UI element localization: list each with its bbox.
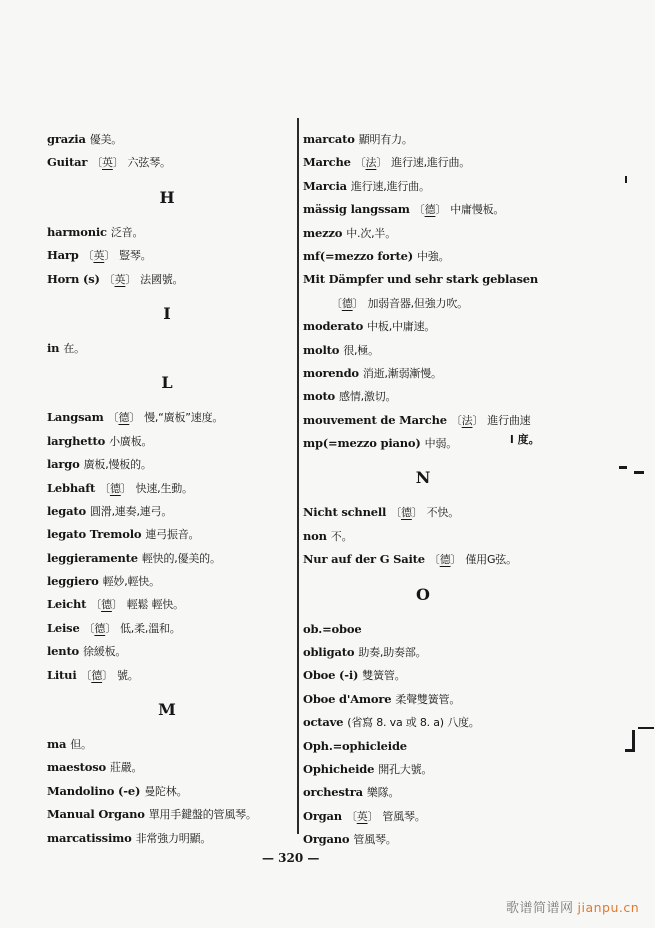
language-code: 德 — [101, 598, 112, 612]
entry-definition: 中強。 — [416, 249, 450, 263]
language-tag: 〔英〕 — [91, 156, 124, 170]
glossary-entry — [303, 409, 593, 432]
entry-term: ob.=oboe — [303, 621, 362, 636]
entry-definition: 泛音。 — [110, 225, 144, 239]
column-divider — [297, 118, 299, 834]
entry-term: mezzo — [303, 225, 343, 240]
entry-definition: 快速,生動。 — [135, 481, 193, 495]
watermark-site: jianpu.cn — [577, 900, 640, 915]
entry-definition: 進行曲速 — [487, 413, 531, 427]
entry-term: moto — [303, 389, 336, 404]
left-column — [47, 128, 287, 850]
glossary-entry — [303, 501, 593, 524]
entry-definition: 在。 — [63, 341, 85, 355]
language-code: 英 — [93, 249, 105, 263]
watermark-text: 歌谱简谱网 — [506, 901, 574, 916]
glossary-entry — [303, 758, 593, 781]
glossary-entry — [47, 803, 287, 826]
glossary-entry — [303, 805, 593, 828]
glossary-entry — [303, 385, 593, 408]
entry-definition: 進行速,進行曲。 — [350, 179, 430, 193]
scan-artifact — [625, 176, 627, 183]
entry-definition: 中.次,半。 — [346, 226, 397, 240]
glossary-entry — [47, 570, 287, 593]
glossary-entry — [47, 337, 287, 360]
language-tag: 〔英〕 — [345, 809, 379, 823]
language-code: 德 — [341, 296, 353, 310]
entry-definition: 管風琴。 — [382, 809, 426, 823]
entry-definition: 優美。 — [89, 133, 123, 146]
language-code: 德 — [91, 668, 103, 682]
entry-definition: 號。 — [116, 668, 139, 682]
glossary-entry — [303, 339, 593, 362]
entry-definition: 連弓振音。 — [145, 528, 200, 542]
entry-term: leggieramente — [47, 550, 138, 565]
entry-term: Leicht — [47, 597, 87, 612]
entry-definition: 柔聲雙簧管。 — [395, 692, 461, 706]
entry-term: non — [303, 528, 327, 543]
glossary-entry — [47, 523, 287, 546]
entry-continuation — [303, 292, 593, 315]
section-letter-heading: H — [159, 187, 175, 207]
entry-term: molto — [303, 342, 340, 357]
entry-term: Horn (s) — [47, 271, 100, 286]
glossary-entry — [303, 525, 593, 548]
entry-term: ma — [47, 737, 67, 752]
language-code: 英 — [356, 809, 368, 823]
stray-text-fragment: l 度。 — [510, 433, 540, 446]
entry-definition: 慢,“廣板”速度。 — [144, 411, 224, 425]
entry-definition: 不快。 — [426, 506, 460, 520]
section-letter-heading: M — [158, 700, 176, 720]
entry-definition: 中弱。 — [424, 437, 458, 451]
language-tag: 〔德〕 — [99, 481, 132, 495]
entry-definition: 曼陀林。 — [144, 784, 188, 798]
entry-term: Leise — [47, 620, 80, 635]
entry-definition: 輕快的,優美的。 — [141, 551, 221, 565]
glossary-entry — [47, 221, 287, 244]
entry-term: Nicht schnell — [303, 505, 387, 520]
entry-definition: 法國號。 — [140, 272, 184, 286]
entry-term: Nur auf der G Saite — [303, 552, 425, 567]
glossary-entry — [303, 711, 593, 734]
entry-term: Organo — [303, 832, 350, 847]
entry-definition: 六弦琴。 — [127, 156, 171, 170]
glossary-entry — [47, 151, 287, 174]
glossary-entry — [303, 781, 593, 804]
language-tag: 〔德〕 — [331, 296, 364, 310]
language-code: 德 — [109, 481, 121, 495]
entry-term: Marcia — [303, 178, 347, 193]
glossary-entry — [47, 756, 287, 779]
language-code: 英 — [102, 156, 113, 170]
section-letter-heading: O — [416, 584, 430, 604]
entry-term: Mit Dämpfer und sehr stark geblasen — [303, 272, 538, 287]
entry-definition: 不。 — [330, 529, 353, 543]
glossary-entry — [47, 477, 287, 500]
glossary-entry — [303, 735, 593, 758]
entry-term: in — [47, 340, 60, 355]
entry-definition: 樂隊。 — [366, 786, 400, 800]
language-tag: 〔德〕 — [413, 203, 447, 217]
entry-definition: 小廣板。 — [109, 434, 153, 448]
glossary-entry — [303, 641, 593, 664]
entry-term: mouvement de Marche — [303, 412, 447, 427]
entry-term: Ophicheide — [303, 761, 375, 776]
glossary-entry — [303, 432, 593, 455]
glossary-entry — [303, 688, 593, 711]
entry-term: Guitar — [47, 155, 88, 170]
entry-term: largo — [47, 457, 80, 472]
entry-term: Oboe (-i) — [303, 668, 359, 683]
glossary-entry — [303, 245, 593, 268]
glossary-entry — [47, 547, 287, 570]
entry-definition: 輕鬆 輕快。 — [126, 598, 184, 612]
entry-term: Manual Organo — [47, 807, 145, 822]
entry-term: Mandolino (-e) — [47, 783, 141, 798]
glossary-entry — [303, 618, 593, 641]
entry-definition: 但。 — [70, 738, 92, 752]
entry-term: mf(=mezzo forte) — [303, 248, 413, 263]
entry-term: moderato — [303, 319, 364, 334]
glossary-entry — [303, 315, 593, 338]
entry-definition: 加弱音器,但強力吹。 — [367, 296, 468, 310]
entry-term: Oph.=ophicleide — [303, 738, 407, 753]
glossary-entry — [47, 617, 287, 640]
glossary-entry — [47, 664, 287, 687]
language-code: 德 — [401, 506, 412, 520]
entry-term: Marche — [303, 155, 351, 170]
entry-definition: 很,極。 — [343, 343, 379, 357]
language-tag: 〔德〕 — [390, 506, 423, 520]
language-code: 德 — [439, 553, 451, 567]
entry-definition: 進行速,進行曲。 — [391, 156, 471, 170]
entry-term: obligato — [303, 645, 355, 660]
entry-definition: 廣板,慢板的。 — [83, 458, 152, 472]
entry-definition: 僅用G弦。 — [465, 553, 517, 567]
scan-artifact — [634, 471, 644, 474]
entry-term: harmonic — [47, 224, 107, 239]
glossary-entry — [303, 222, 593, 245]
page-number: — 320 — — [262, 851, 320, 865]
section-letter-heading: N — [415, 468, 431, 488]
language-tag: 〔英〕 — [103, 272, 137, 286]
entry-definition: 低,柔,溫和。 — [120, 621, 181, 635]
entry-term: octave — [303, 715, 344, 730]
glossary-entry — [47, 500, 287, 523]
entry-term: Oboe d'Amore — [303, 691, 392, 706]
glossary-entry — [303, 828, 593, 851]
glossary-entry — [47, 128, 287, 151]
entry-definition: 感情,激切。 — [339, 390, 397, 404]
glossary-entry — [47, 268, 287, 291]
glossary-entry — [47, 244, 287, 267]
glossary-entry — [303, 268, 593, 291]
language-code: 德 — [424, 203, 436, 217]
entry-term: leggiero — [47, 574, 99, 589]
glossary-entry — [303, 362, 593, 385]
language-tag: 〔英〕 — [82, 249, 116, 263]
entry-term: grazia — [47, 132, 86, 146]
entry-definition: 管風琴。 — [353, 833, 397, 847]
entry-definition: 消逝,漸弱漸慢。 — [362, 366, 442, 380]
entry-definition: 豎琴。 — [119, 249, 152, 263]
language-tag: 〔德〕 — [83, 621, 116, 635]
entry-term: lento — [47, 644, 80, 659]
glossary-entry — [47, 593, 287, 616]
glossary-entry — [303, 151, 593, 174]
language-tag: 〔德〕 — [80, 668, 113, 682]
entry-term: orchestra — [303, 785, 363, 800]
entry-definition: 徐緩板。 — [83, 645, 127, 659]
entry-definition: 雙簧管。 — [362, 669, 406, 683]
language-code: 法 — [461, 413, 473, 427]
language-tag: 〔德〕 — [107, 411, 141, 425]
language-tag: 〔德〕 — [428, 553, 462, 567]
entry-term: Lebhaft — [47, 480, 96, 495]
glossary-entry — [47, 406, 287, 429]
entry-term: Organ — [303, 808, 342, 823]
glossary-entry — [47, 640, 287, 663]
scan-artifact — [625, 749, 634, 752]
entry-definition: 顯明有力。 — [358, 133, 413, 146]
language-code: 德 — [94, 621, 106, 635]
glossary-entry — [47, 827, 287, 850]
language-tag: 〔法〕 — [450, 413, 484, 427]
scan-artifact — [619, 466, 627, 469]
entry-definition: 開孔大號。 — [378, 762, 433, 776]
scan-artifact — [638, 727, 654, 729]
entry-definition: 非常強力明顯。 — [135, 831, 212, 845]
watermark — [506, 897, 639, 916]
glossary-entry — [303, 128, 593, 151]
glossary-entry — [303, 198, 593, 221]
glossary-entry — [303, 664, 593, 687]
entry-term: larghetto — [47, 433, 106, 448]
entry-term: legato — [47, 503, 86, 518]
section-letter-heading: L — [161, 373, 173, 393]
entry-definition: 圓滑,連奏,連弓。 — [89, 504, 173, 518]
entry-term: legato Tremolo — [47, 527, 142, 542]
entry-term: morendo — [303, 365, 359, 380]
entry-term: Langsam — [47, 410, 104, 425]
entry-definition: 助奏,助奏部。 — [358, 646, 427, 660]
entry-definition: 莊嚴。 — [109, 761, 143, 775]
entry-term: Litui — [47, 667, 77, 682]
glossary-entry — [303, 548, 593, 571]
right-column — [303, 128, 593, 852]
glossary-entry — [47, 780, 287, 803]
language-code: 法 — [365, 156, 377, 170]
glossary-entry — [47, 430, 287, 453]
language-code: 德 — [118, 411, 130, 425]
entry-term: mp(=mezzo piano) — [303, 436, 421, 451]
language-tag: 〔德〕 — [90, 598, 123, 612]
entry-definition: 中庸慢板。 — [450, 203, 505, 217]
entry-definition: 輕妙,輕快。 — [102, 575, 160, 589]
entry-term: mässig langssam — [303, 202, 410, 217]
language-code: 英 — [114, 272, 126, 286]
entry-definition: 單用手鍵盤的管風琴。 — [148, 808, 257, 822]
entry-definition: 中板,中庸速。 — [367, 320, 436, 334]
glossary-entry — [47, 453, 287, 476]
entry-term: marcato — [303, 132, 355, 146]
glossary-entry — [303, 175, 593, 198]
language-tag: 〔法〕 — [354, 156, 388, 170]
entry-definition: (省寫 8. va 或 8. a) 八度。 — [347, 716, 480, 730]
glossary-entry — [47, 733, 287, 756]
entry-term: Harp — [47, 248, 79, 263]
section-letter-heading: I — [163, 303, 171, 323]
entry-term: maestoso — [47, 760, 106, 775]
entry-term: marcatissimo — [47, 830, 132, 845]
